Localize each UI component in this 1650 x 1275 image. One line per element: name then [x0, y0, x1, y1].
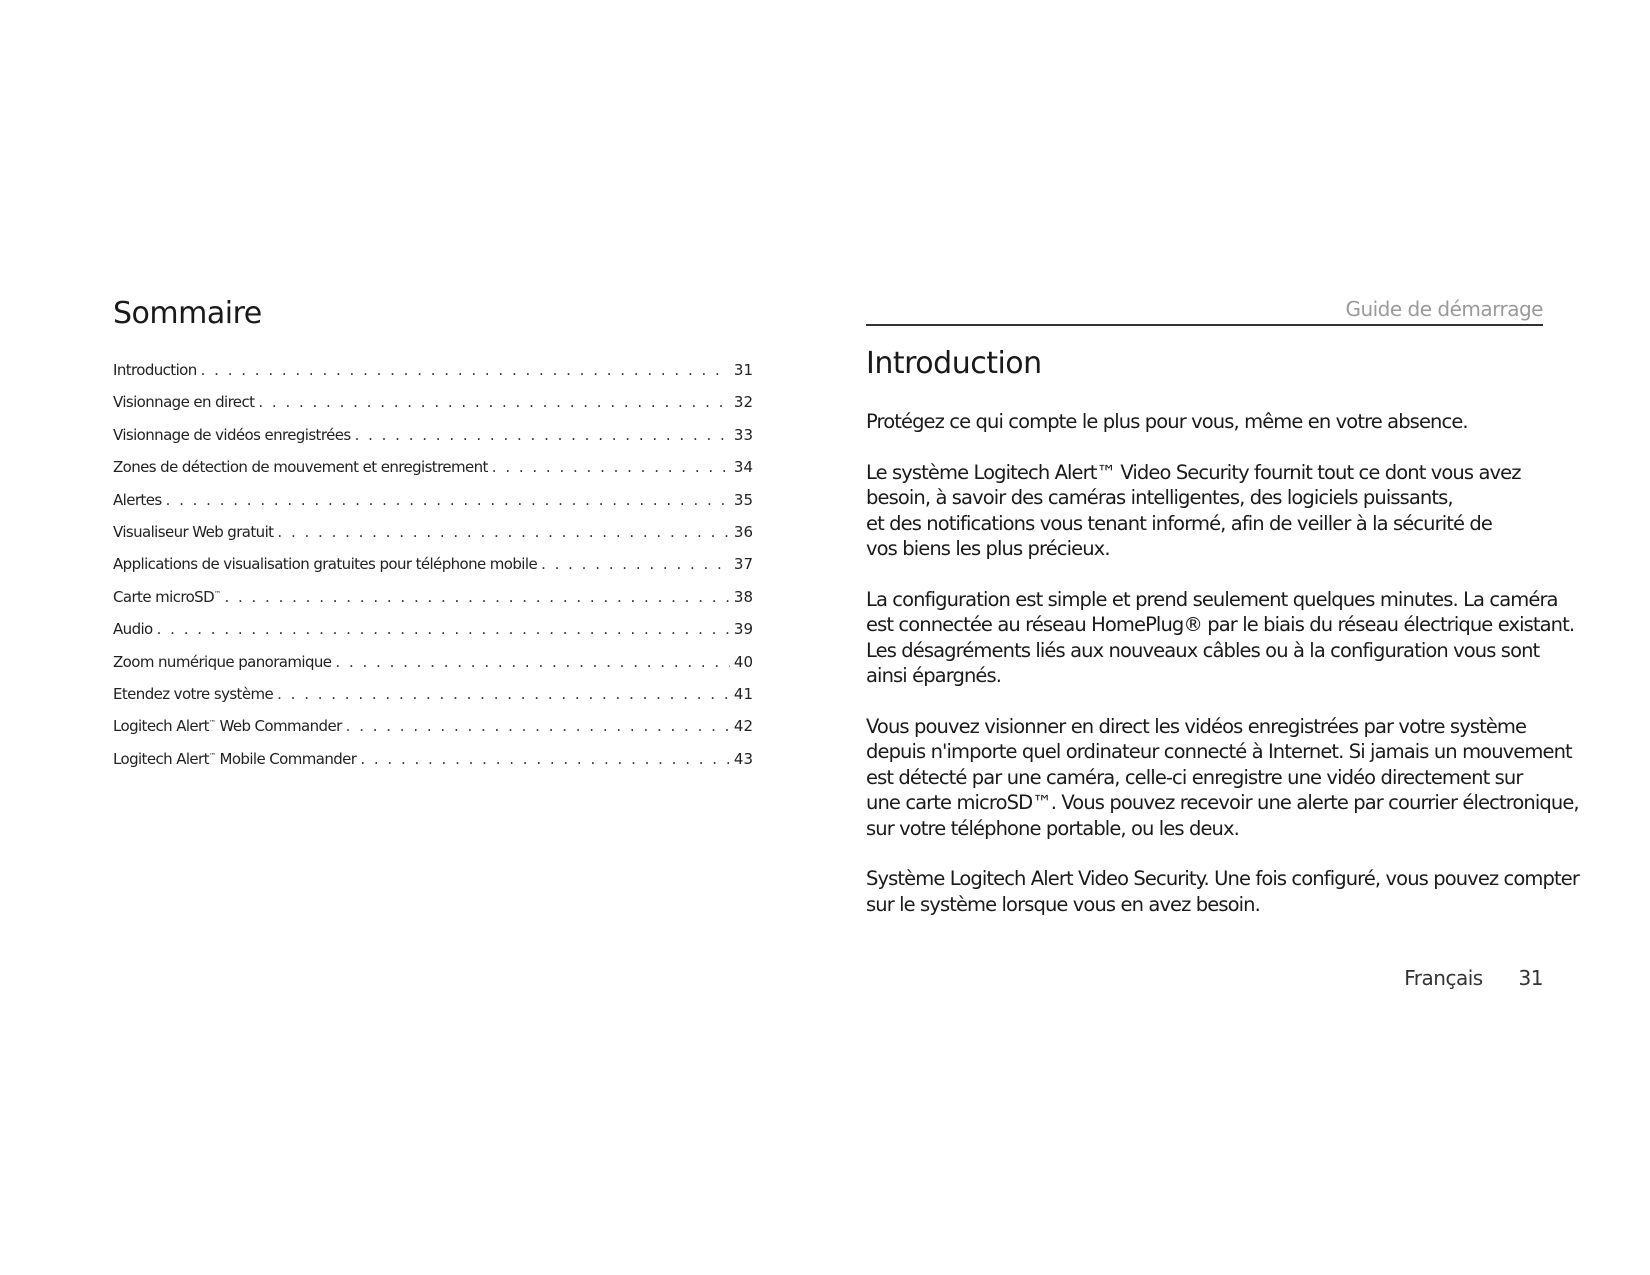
intro-paragraph-1: Protégez ce qui compte le plus pour vous, même en votre absence.	[866, 410, 1468, 433]
table-of-contents	[113, 296, 753, 782]
toc-item-label: Logitech Alert™ Mobile Commander	[113, 749, 357, 768]
toc-item-zoom-numerique[interactable]	[113, 653, 753, 685]
toc-item-videos-enregistrees[interactable]	[113, 426, 753, 458]
toc-item-visionnage-direct[interactable]	[113, 393, 753, 425]
toc-leader-dots	[541, 555, 730, 573]
toc-item-visualiseur-web[interactable]	[113, 523, 753, 555]
toc-item-zones-detection[interactable]	[113, 458, 753, 490]
toc-item-label: Audio	[113, 620, 153, 639]
toc-leader-dots	[492, 458, 730, 476]
toc-item-label: Applications de visualisation gratuites pour téléphone mobile	[113, 555, 538, 574]
toc-item-page: 38	[733, 587, 753, 606]
toc-leader-dots	[277, 685, 730, 703]
toc-item-label: Zones de détection de mouvement et enregistrement	[113, 458, 488, 477]
toc-item-page: 42	[733, 717, 753, 736]
intro-paragraph-3: La configuration est simple et prend seulement quelques minutes. La caméra est connectée au réseau HomePlug® par le biais du réseau électrique existant. Les désagréments liés aux nouveaux câbles ou à la configuration vous sont ainsi épargnés.	[866, 587, 1575, 687]
toc-item-audio[interactable]	[113, 620, 753, 652]
toc-item-label: Zoom numérique panoramique	[113, 652, 332, 671]
toc-item-label: Introduction	[113, 361, 197, 379]
footer-page-number: 31	[1518, 966, 1543, 990]
toc-leader-dots	[360, 750, 730, 768]
toc-item-page: 33	[733, 425, 753, 444]
toc-item-label: Visionnage de vidéos enregistrées	[113, 425, 351, 444]
toc-item-etendez-systeme[interactable]	[113, 685, 753, 717]
toc-item-web-commander[interactable]	[113, 717, 753, 749]
toc-item-label: Etendez votre système	[113, 684, 274, 703]
toc-item-page: 41	[733, 684, 753, 703]
toc-item-label: Visionnage en direct	[113, 393, 255, 412]
intro-title: Introduction	[866, 346, 1042, 381]
header-rule	[866, 324, 1543, 326]
intro-paragraph-5: Système Logitech Alert Video Security. Une fois configuré, vous pouvez compter sur le système lorsque vous en avez besoin.	[866, 867, 1579, 916]
toc-leader-dots	[335, 653, 729, 671]
toc-leader-dots	[355, 426, 730, 444]
toc-item-alertes[interactable]	[113, 491, 753, 523]
toc-item-mobile-commander[interactable]	[113, 750, 753, 782]
toc-item-page: 36	[733, 522, 753, 541]
toc-leader-dots	[224, 588, 729, 606]
toc-title: Sommaire	[113, 296, 262, 331]
toc-item-page: 43	[733, 749, 753, 768]
toc-item-page: 39	[733, 620, 753, 639]
introduction-page	[866, 296, 1579, 942]
toc-item-page: 40	[733, 652, 753, 671]
footer-language: Français	[1404, 966, 1483, 990]
toc-item-label: Visualiseur Web gratuit	[113, 522, 274, 541]
toc-item-page: 35	[733, 490, 753, 509]
toc-leader-dots	[157, 620, 730, 638]
toc-leader-dots	[258, 393, 730, 411]
toc-item-label: Logitech Alert™ Web Commander	[113, 717, 342, 736]
page-footer	[1404, 966, 1543, 990]
toc-item-page: 31	[733, 361, 753, 379]
toc-leader-dots	[201, 361, 730, 379]
toc-list	[113, 361, 753, 782]
intro-paragraph-2: Le système Logitech Alert™ Video Security fournit tout ce dont vous avez besoin, à savoir des caméras intelligentes, des logiciels puissants, et des notifications vous tenant informé, afin de veiller à la sécurité de vos biens les plus précieux.	[866, 460, 1521, 560]
toc-item-label: Alertes	[113, 490, 162, 509]
intro-paragraph-4: Vous pouvez visionner en direct les vidéos enregistrées par votre système depuis n'importe quel ordinateur connecté à Internet. Si jamais un mouvement est détecté par une caméra, celle-ci enregistre une vidéo directement sur une carte microSD™. Vous pouvez recevoir une alerte par courrier électronique, sur votre téléphone portable, ou les deux.	[866, 714, 1579, 840]
toc-leader-dots	[277, 523, 729, 541]
toc-item-applications-mobile[interactable]	[113, 555, 753, 587]
toc-item-carte-microsd[interactable]	[113, 588, 753, 620]
running-header: Guide de démarrage	[1345, 297, 1543, 321]
toc-leader-dots	[346, 717, 730, 735]
toc-item-page: 32	[733, 393, 753, 412]
toc-item-introduction[interactable]	[113, 361, 753, 393]
toc-leader-dots	[166, 491, 730, 509]
toc-item-label: Carte microSD™	[113, 587, 221, 606]
toc-item-page: 34	[733, 458, 753, 477]
toc-item-page: 37	[733, 555, 753, 574]
